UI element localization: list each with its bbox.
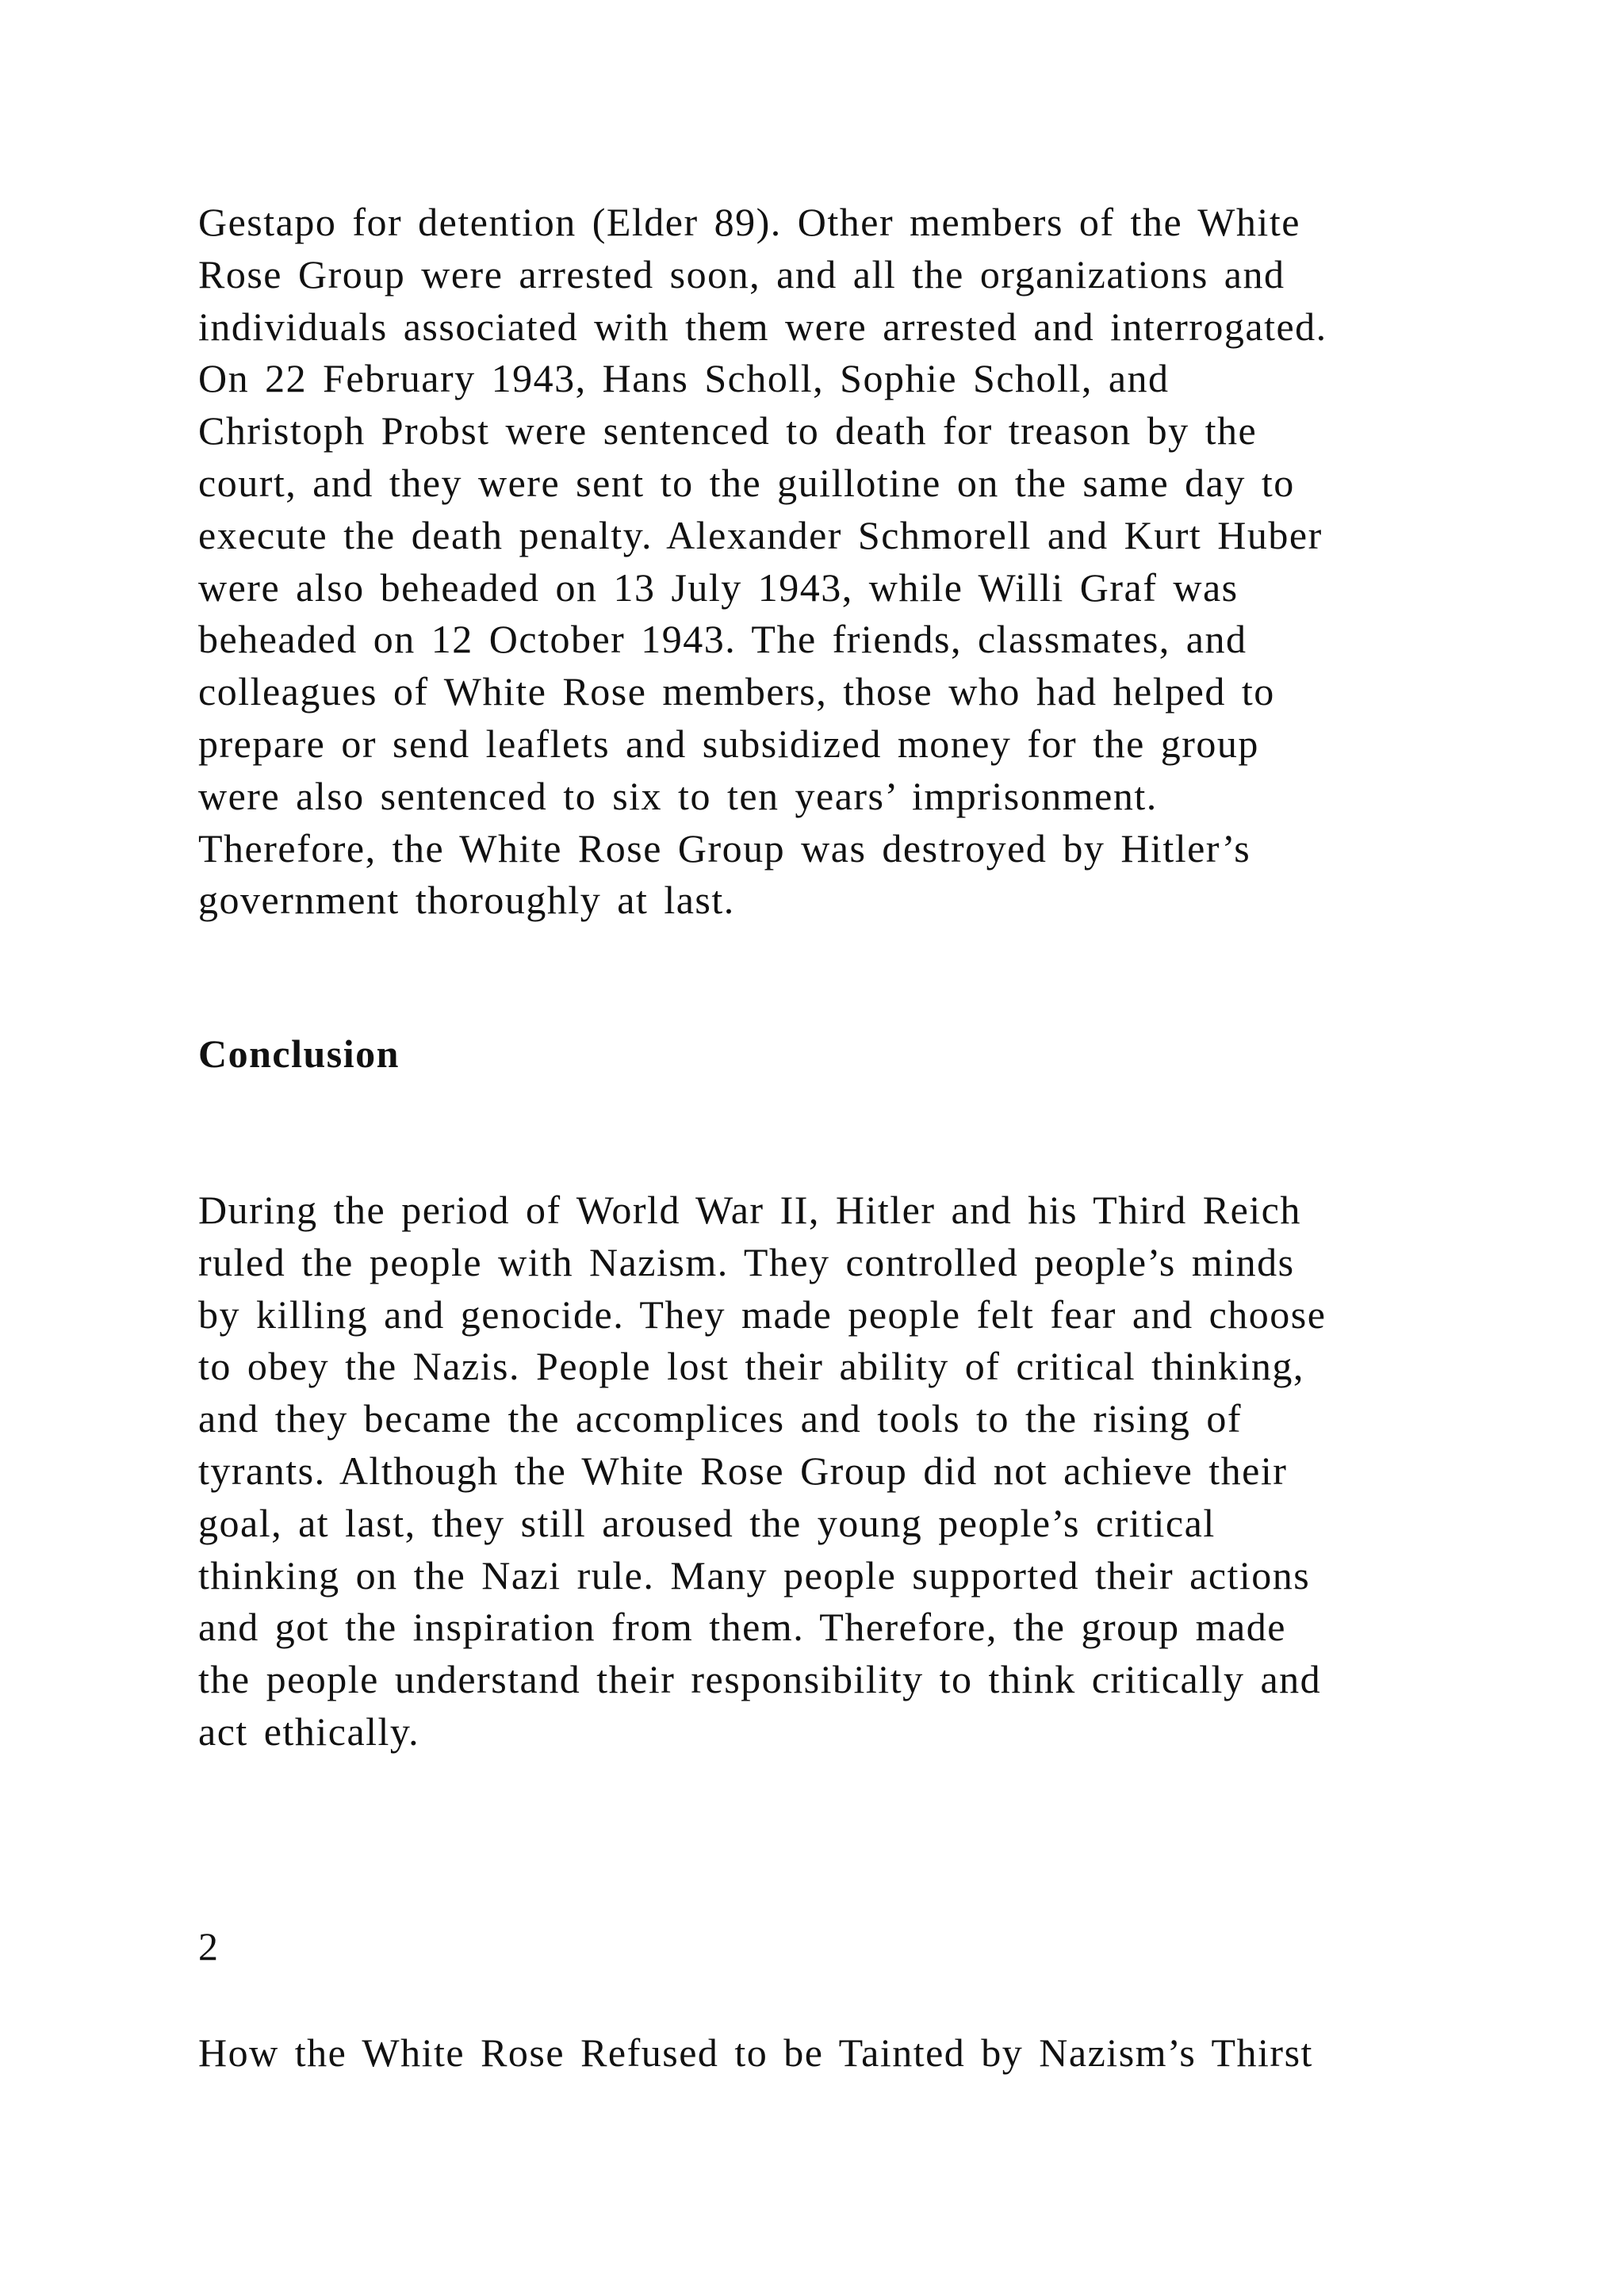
paragraph-line: execute the death penalty. Alexander Schmorell and Kurt Huber bbox=[198, 512, 1323, 557]
paragraph-line: colleagues of White Rose members, those who had helped to bbox=[198, 669, 1275, 714]
paragraph-line: beheaded on 12 October 1943. The friends, classmates, and bbox=[198, 617, 1247, 662]
paragraph-line: On 22 February 1943, Hans Scholl, Sophie Scholl, and bbox=[198, 356, 1170, 401]
paragraph-line: government thoroughly at last. bbox=[198, 878, 735, 923]
document-title: How the White Rose Refused to be Tainted by Nazism’s Thirst bbox=[198, 2030, 1313, 2075]
paragraph-line: act ethically. bbox=[198, 1709, 420, 1754]
paragraph-line: prepare or send leaflets and subsidized money for the group bbox=[198, 721, 1259, 766]
paragraph-line: by killing and genocide. They made people felt fear and choose bbox=[198, 1292, 1327, 1337]
paragraph-line: and got the inspiration from them. Therefore, the group made bbox=[198, 1605, 1286, 1650]
paragraph-line: tyrants. Although the White Rose Group did not achieve their bbox=[198, 1448, 1288, 1493]
paragraph-line: to obey the Nazis. People lost their ability of critical thinking, bbox=[198, 1344, 1304, 1389]
paragraph-line: were also sentenced to six to ten years’ imprisonment. bbox=[198, 773, 1158, 818]
paragraph-line: Therefore, the White Rose Group was destroyed by Hitler’s bbox=[198, 825, 1251, 871]
page-number: 2 bbox=[198, 1924, 220, 1969]
conclusion-paragraph bbox=[198, 1184, 1326, 1758]
paragraph-line: goal, at last, they still aroused the young people’s critical bbox=[198, 1500, 1216, 1545]
paragraph-line: were also beheaded on 13 July 1943, while Willi Graf was bbox=[198, 564, 1239, 610]
paragraph-line: individuals associated with them were arrested and interrogated. bbox=[198, 304, 1327, 349]
paragraph-line: the people understand their responsibility to think critically and bbox=[198, 1657, 1322, 1702]
paragraph-line: Rose Group were arrested soon, and all the organizations and bbox=[198, 251, 1285, 297]
paragraph-line: During the period of World War II, Hitler and his Third Reich bbox=[198, 1188, 1301, 1232]
paragraph-line: court, and they were sent to the guillotine on the same day to bbox=[198, 460, 1295, 505]
paragraph-line: and they became the accomplices and tools to the rising of bbox=[198, 1396, 1243, 1441]
paragraph-line: ruled the people with Nazism. They controlled people’s minds bbox=[198, 1239, 1295, 1284]
paragraph-line: Christoph Probst were sentenced to death for treason by the bbox=[198, 408, 1258, 453]
paragraph-line: thinking on the Nazi rule. Many people supported their actions bbox=[198, 1552, 1311, 1598]
section-heading: Conclusion bbox=[198, 1031, 400, 1076]
body-paragraph bbox=[198, 197, 1327, 927]
paragraph-line: Gestapo for detention (Elder 89). Other members of the White bbox=[198, 200, 1300, 244]
